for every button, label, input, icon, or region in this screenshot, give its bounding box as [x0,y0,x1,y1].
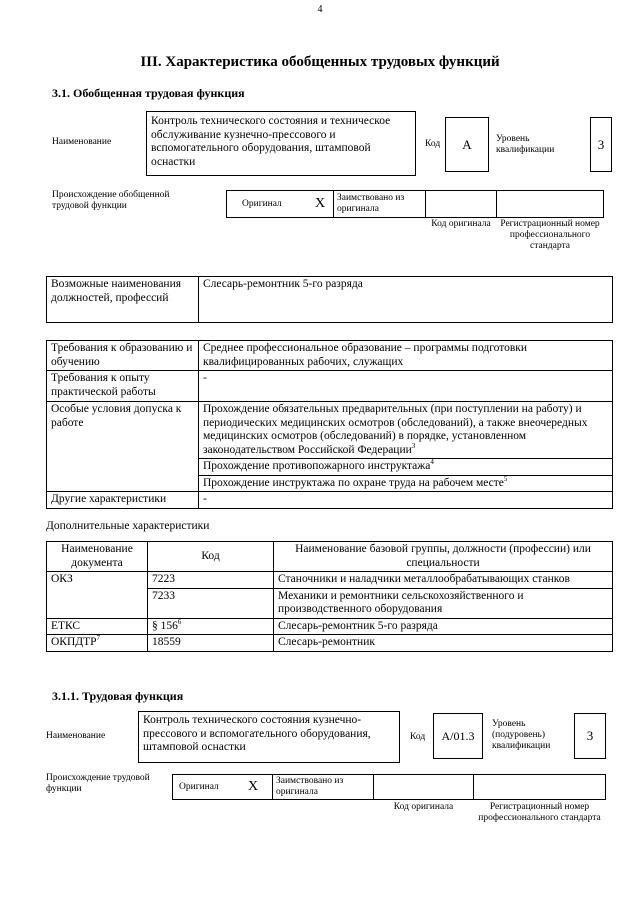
gtf-borrowed-label: Заимствовано из оригинала [333,190,426,218]
additional-row-doc: ОКПДТР$^7$ [47,635,148,652]
tf-original-cell [172,774,273,800]
additional-row-code: § $156^6$ [148,618,274,635]
req-special-value-safety: Прохождение инструктажа по охране труда на рабочем месте$^5$ [199,475,613,492]
gtf-heading: 3.1. Обобщенная трудовая функция [52,86,245,100]
tf-code-original-label: Код оригинала [393,802,454,812]
tf-reg-number-label: Регистрационный номер профессионального стандарта [478,802,601,823]
gtf-original-cell [226,190,334,218]
gtf-code-original-cell [425,190,497,218]
additional-row-code: 18559 [148,635,274,652]
gtf-name-value: Контроль технического состояния и техническое обслуживание кузнечно-прессового и вспомогательного оборудования, штамповой оснастки [146,111,416,176]
tf-name-value: Контроль технического состояния кузнечно-прессового и вспомогательного оборудования, штамповой оснастки [138,711,400,763]
req-other-value: - [199,492,613,509]
additional-row-code: 7223 [148,572,274,589]
tf-original-label: Оригинал [179,782,219,792]
additional-header-doc: Наименование документа [47,542,148,572]
positions-table [46,276,613,323]
tf-origin-label: Происхождение трудовой функции [46,773,150,794]
gtf-origin-label: Происхождение обобщенной трудовой функции [52,190,170,211]
additional-table [46,541,613,652]
tf-level-label: Уровень (подуровень) квалификации [492,719,551,751]
requirements-table [46,340,613,509]
additional-row-doc: ОКЗ [47,572,148,619]
req-experience-value: - [199,371,613,402]
additional-heading: Дополнительные характеристики [46,520,210,532]
positions-label: Возможные наименования должностей, профессий [47,277,199,323]
req-education-value: Среднее профессиональное образование – программы подготовки квалифицированных рабочих, служащих [199,341,613,371]
additional-row-code: 7233 [148,588,274,618]
tf-name-label: Наименование [46,731,106,741]
req-special-value-medical: Прохождение обязательных предварительных (при поступлении на работу) и периодических медицинских осмотров (обследований), а также внеочередных медицинских осмотров (обследований) в порядке, установленном законодательством Российской Федерации$^3$ [199,402,613,459]
gtf-original-mark: X [315,196,326,211]
gtf-code-value: A [445,117,489,172]
gtf-code-original-label: Код оригинала [431,219,491,229]
tf-borrowed-label: Заимствовано из оригинала [272,774,374,800]
tf-code-label: Код [410,732,426,742]
gtf-reg-number-label: Регистрационный номер профессионального стандарта [500,219,600,251]
gtf-code-label: Код [425,139,441,149]
additional-row-name: Слесарь-ремонтник 5-го разряда [274,618,613,635]
additional-header-code: Код [148,542,274,572]
tf-code-value: A/01.3 [433,713,483,759]
additional-row-doc: ЕТКС [47,618,148,635]
req-other-label: Другие характеристики [47,492,199,509]
req-special-label: Особые условия допуска к работе [47,402,199,492]
tf-level-value: 3 [574,713,606,759]
page-number: 4 [317,4,323,15]
tf-reg-number-cell [473,774,606,800]
gtf-level-label: Уровень квалификации [496,134,555,155]
req-education-label: Требования к образованию и обучению [47,341,199,371]
gtf-name-label: Наименование [52,137,112,147]
additional-row-name: Механики и ремонтники сельскохозяйственного и производственного оборудования [274,588,613,618]
tf-code-original-cell [373,774,474,800]
tf-heading: 3.1.1. Трудовая функция [52,689,184,703]
gtf-reg-number-cell [496,190,604,218]
tf-original-mark: X [248,779,259,794]
gtf-level-value: 3 [590,117,612,172]
req-experience-label: Требования к опыту практической работы [47,371,199,402]
additional-header-name: Наименование базовой группы, должности (профессии) или специальности [274,542,613,572]
req-special-value-fire: Прохождение противопожарного инструктажа$^4$ [199,459,613,476]
gtf-original-label: Оригинал [242,199,282,209]
additional-row-name: Станочники и наладчики металлообрабатывающих станков [274,572,613,589]
positions-value: Слесарь-ремонтник 5-го разряда [199,277,613,323]
section-title: III. Характеристика обобщенных трудовых функций [140,54,500,70]
additional-row-name: Слесарь-ремонтник [274,635,613,652]
